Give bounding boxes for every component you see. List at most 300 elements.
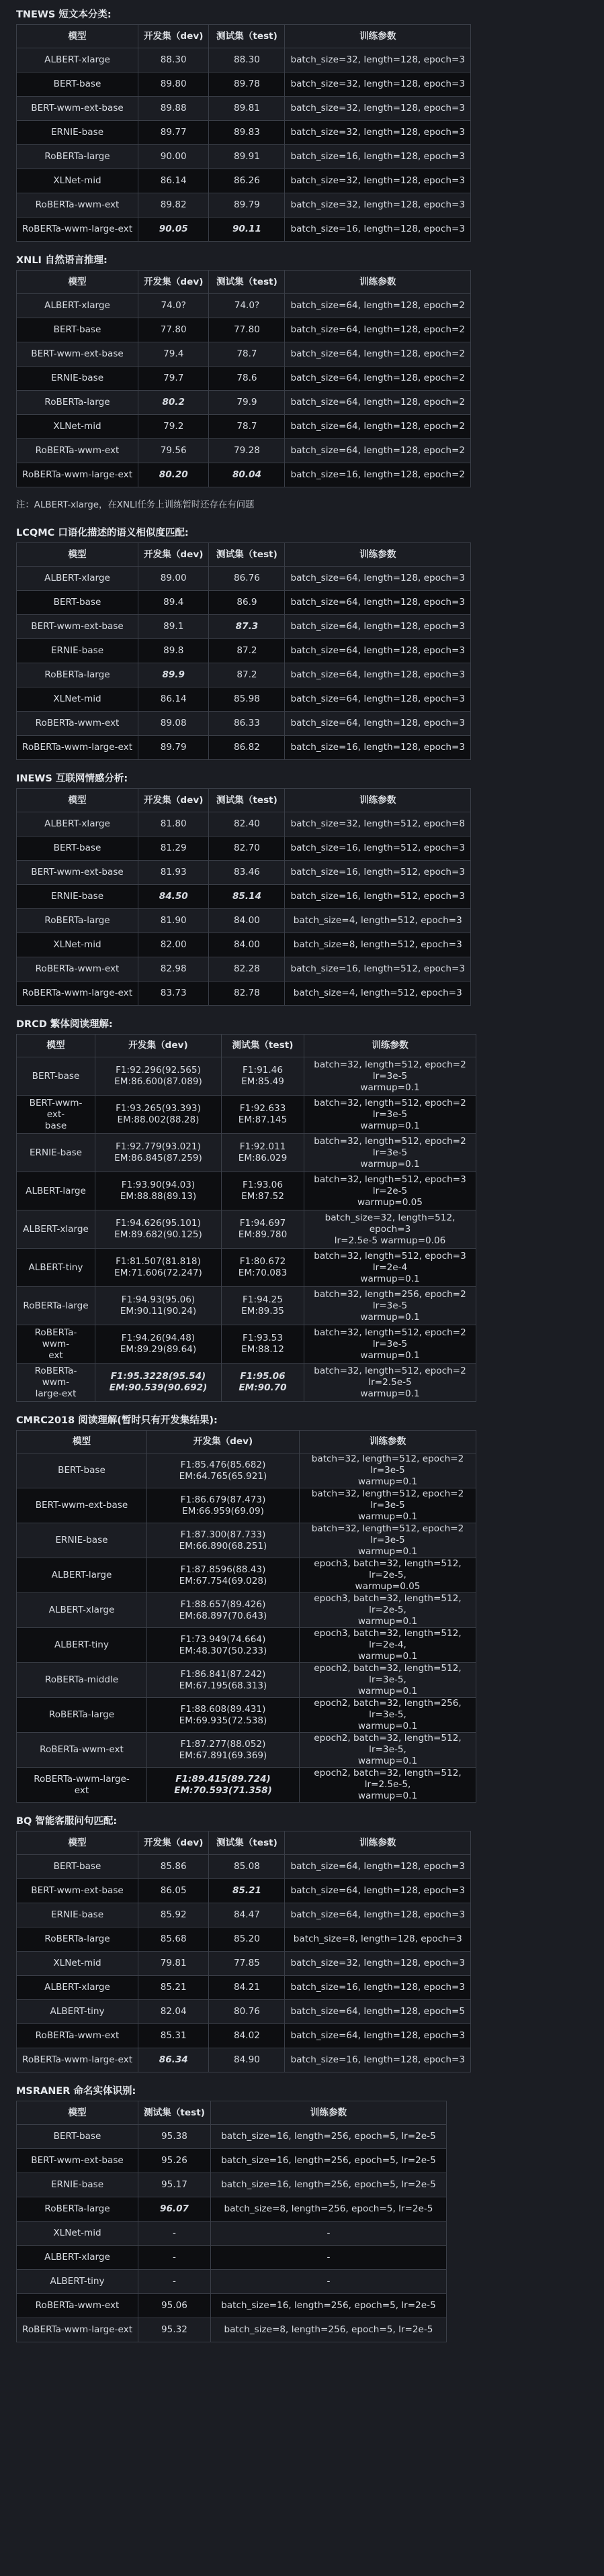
model-name-cell: BERT-wwm-ext-base [17,342,138,367]
table-cell: 84.21 [209,1976,285,2000]
table-cell: 85.08 [209,1855,285,1879]
xnli-results-table [16,270,471,487]
table-cell: batch_size=64, length=128, epoch=3 [285,1903,471,1927]
table-cell [95,1172,222,1210]
table-cell [304,1364,476,1402]
table-cell: batch_size=32, length=128, epoch=3 [285,73,471,97]
table-cell [304,1287,476,1325]
table-cell [222,1057,304,1096]
table-cell: batch_size=8, length=256, epoch=5, lr=2e-5 [210,2318,446,2342]
xnli-section-title: XNLI 自然语言推理: [16,255,107,266]
column-header: 模型 [17,543,138,567]
model-name-cell: RoBERTa-middle [17,1663,147,1698]
table-header-row [17,271,471,294]
cell-line: F1:93.53 [243,1333,283,1343]
cell-line: EM:67.195(68.313) [179,1680,267,1691]
cell-line: EM:89.780 [238,1229,288,1240]
model-name-cell: RoBERTa-wwm-ext [17,2294,138,2318]
table-cell: 85.21 [209,1879,285,1903]
model-name-cell: BERT-wwm-ext-base [17,861,138,885]
cell-line: warmup=0.1 [357,1791,418,1801]
table-row [17,1096,476,1134]
model-name-cell: ERNIE-base [17,1523,147,1558]
table-cell: 82.04 [138,2000,209,2024]
table-cell: batch_size=8, length=256, epoch=5, lr=2e-5 [210,2197,446,2222]
table-cell: 83.46 [209,861,285,885]
table-cell: 84.90 [209,2048,285,2072]
table-row [17,1903,471,1927]
table-row [17,909,471,933]
table-cell: batch_size=16, length=256, epoch=5, lr=2e-5 [210,2294,446,2318]
table-row [17,837,471,861]
bq-results-table [16,1831,471,2072]
table-cell: 89.00 [138,567,209,591]
table-cell: 95.06 [138,2294,211,2318]
table-row [17,1523,476,1558]
table-cell: 80.20 [138,463,209,487]
table-cell: - [138,2246,211,2270]
model-name-cell: BERT-base [17,2125,138,2149]
model-name-cell: ALBERT-xlarge [17,567,138,591]
model-name-cell: ALBERT-xlarge [17,1593,147,1628]
model-name-cell: BERT-wwm-ext-base [17,97,138,121]
cell-line: BERT-wwm-ext- [29,1097,83,1120]
cell-line: EM:87.52 [241,1191,284,1202]
table-cell: 82.40 [209,812,285,837]
table-row [17,982,471,1006]
column-header: 训练参数 [285,1831,471,1855]
table-row [17,145,471,169]
model-name-cell: BERT-wwm-ext-base [17,615,138,639]
table-cell: 81.90 [138,909,209,933]
cell-line: EM:88.12 [241,1344,284,1355]
model-name-cell: ERNIE-base [17,1134,95,1172]
cell-line: F1:94.697 [239,1218,286,1229]
model-name-cell: RoBERTa-wwm-large-ext [17,463,138,487]
model-name-cell: RoBERTa-large [17,909,138,933]
table-cell: batch_size=64, length=128, epoch=3 [285,591,471,615]
cell-line: EM:87.145 [238,1114,288,1125]
table-row [17,2000,471,2024]
drcd-section-title: DRCD 繁体阅读理解: [16,1019,113,1030]
cell-line: warmup=0.1 [360,1311,420,1323]
cell-line: F1:80.672 [239,1256,286,1267]
table-row [17,712,471,736]
column-header: 测试集（test) [209,25,285,48]
table-cell [300,1488,476,1523]
model-name-cell: RoBERTa-large [17,1287,95,1325]
table-cell: 81.29 [138,837,209,861]
table-cell: 74.0? [138,294,209,318]
column-header: 测试集（test) [209,1831,285,1855]
table-cell [95,1057,222,1096]
table-cell: 82.78 [209,982,285,1006]
model-name-cell: BERT-base [17,318,138,342]
cell-line: F1:94.93(95.06) [121,1294,196,1305]
table-cell: batch_size=4, length=512, epoch=3 [285,982,471,1006]
cell-line: EM:88.002(88.28) [117,1114,200,1125]
table-cell [147,1628,300,1663]
model-name-cell: ERNIE-base [17,367,138,391]
cell-line: F1:94.26(94.48) [121,1333,196,1343]
cell-line: F1:93.90(94.03) [121,1180,196,1190]
table-row [17,318,471,342]
table-cell: batch_size=16, length=512, epoch=3 [285,885,471,909]
table-cell: 86.82 [209,736,285,760]
model-name-cell: ALBERT-large [17,1172,95,1210]
table-cell: 88.30 [209,48,285,73]
model-name-cell: XLNet-mid [17,415,138,439]
table-cell [304,1172,476,1210]
table-cell: 84.47 [209,1903,285,1927]
table-cell: - [210,2246,446,2270]
column-header: 模型 [17,1831,138,1855]
cell-line: EM:86.600(87.089) [114,1076,202,1087]
cell-line: epoch3, batch=32, length=512, lr=2e-5, [314,1593,462,1615]
cell-line: epoch2, batch=32, length=512, lr=3e-5, [314,1733,462,1755]
table-row [17,812,471,837]
table-cell: 89.82 [138,193,209,218]
cell-line: warmup=0.1 [357,1686,418,1697]
column-header: 测试集（test) [138,2101,211,2125]
table-cell: 86.05 [138,1879,209,1903]
model-name-cell: ALBERT-tiny [17,1628,147,1663]
table-cell: 78.7 [209,342,285,367]
table-header-row [17,1431,476,1453]
table-cell: batch_size=64, length=128, epoch=3 [285,712,471,736]
table-cell: 79.56 [138,439,209,463]
cell-line: F1:73.949(74.664) [180,1633,266,1645]
column-header: 开发集（dev) [138,543,209,567]
cell-line: F1:95.06 [240,1371,286,1382]
table-row [17,1663,476,1698]
table-row [17,861,471,885]
model-name-cell: RoBERTa-wwm-large-ext [17,218,138,242]
cell-line: EM:89.35 [241,1306,284,1317]
model-name-cell: ALBERT-xlarge [17,294,138,318]
table-cell: 82.00 [138,933,209,957]
table-cell [95,1287,222,1325]
table-cell [300,1593,476,1628]
cell-line: F1:89.415(89.724) [175,1773,271,1784]
drcd-results-table [16,1034,476,1402]
table-cell: 82.98 [138,957,209,982]
cell-line: batch=32, length=512, epoch=2 lr=3e-5 [311,1488,464,1511]
model-name-cell: RoBERTa-wwm-large-ext [17,982,138,1006]
model-name-cell: ALBERT-xlarge [17,48,138,73]
column-header: 测试集（test) [222,1035,304,1057]
table-row [17,1768,476,1803]
table-cell [147,1453,300,1488]
table-cell: batch_size=64, length=128, epoch=3 [285,1879,471,1903]
table-cell: 89.80 [138,73,209,97]
table-cell: 90.00 [138,145,209,169]
cell-line: EM:90.70 [239,1382,287,1393]
column-header: 模型 [17,25,138,48]
table-cell [95,1096,222,1134]
inews-section-title: INEWS 互联网情感分析: [16,773,128,784]
table-row [17,73,471,97]
table-cell: 77.80 [209,318,285,342]
table-cell: 85.68 [138,1927,209,1952]
column-header: 训练参数 [300,1431,476,1453]
table-cell [304,1325,476,1364]
cell-line: F1:93.06 [243,1180,283,1190]
table-cell: 81.80 [138,812,209,837]
model-name-cell: BERT-base [17,837,138,861]
table-row [17,2222,447,2246]
table-row [17,1558,476,1593]
table-cell: batch_size=64, length=128, epoch=3 [285,687,471,712]
table-cell: 77.80 [138,318,209,342]
table-row [17,1453,476,1488]
table-cell: 82.70 [209,837,285,861]
column-header: 模型 [17,1035,95,1057]
cell-line: batch=32, length=512, epoch=2 lr=3e-5 [314,1059,466,1082]
column-header: 开发集（dev) [138,271,209,294]
table-cell [300,1453,476,1488]
cell-line: EM:70.083 [238,1268,288,1278]
model-name-cell: ERNIE-base [17,885,138,909]
table-row [17,639,471,663]
cell-line: warmup=0.1 [357,1511,418,1522]
table-header-row [17,1035,476,1057]
model-name-cell: RoBERTa-large [17,1927,138,1952]
model-name-cell: XLNet-mid [17,2222,138,2246]
table-cell: 78.7 [209,415,285,439]
tnews-results-table [16,24,471,242]
table-cell: 85.21 [138,1976,209,2000]
table-cell: batch_size=16, length=512, epoch=3 [285,837,471,861]
table-row [17,933,471,957]
cell-line: EM:67.891(69.369) [179,1750,267,1761]
table-cell [147,1558,300,1593]
cell-line: warmup=0.05 [357,1196,423,1208]
table-cell: batch_size=16, length=128, epoch=2 [285,463,471,487]
model-name-cell: BERT-wwm-ext-base [17,2149,138,2173]
table-cell [222,1096,304,1134]
model-name-cell: RoBERTa-wwm-ext [17,439,138,463]
table-row [17,2246,447,2270]
table-row [17,1057,476,1096]
cell-line: EM:68.897(70.643) [179,1610,267,1621]
cell-line: F1:94.25 [243,1294,283,1305]
table-row [17,2294,447,2318]
cell-line: warmup=0.1 [357,1721,418,1731]
table-row [17,1287,476,1325]
cell-line: EM:66.890(68.251) [179,1540,267,1552]
model-name-cell: BERT-wwm-ext-base [17,1488,147,1523]
model-name-cell: RoBERTa-large [17,1698,147,1733]
table-cell: 89.79 [209,193,285,218]
table-row [17,367,471,391]
table-cell: 80.04 [209,463,285,487]
table-row [17,1593,476,1628]
table-row [17,1134,476,1172]
table-row [17,687,471,712]
table-cell: batch_size=4, length=512, epoch=3 [285,909,471,933]
table-row [17,342,471,367]
table-cell: batch_size=32, length=128, epoch=3 [285,121,471,145]
table-cell [300,1768,476,1803]
cell-line: warmup=0.1 [357,1616,418,1627]
table-cell [300,1558,476,1593]
table-row [17,1855,471,1879]
table-row [17,615,471,639]
cell-line: F1:92.296(92.565) [116,1065,201,1076]
table-row [17,415,471,439]
model-name-cell: RoBERTa-wwm-large-ext [17,2318,138,2342]
table-header-row [17,1831,471,1855]
table-cell: batch_size=16, length=128, epoch=3 [285,736,471,760]
table-cell: 86.34 [138,2048,209,2072]
column-header: 测试集（test) [209,789,285,812]
table-row [17,1952,471,1976]
cell-line: lr=2.5e-5 warmup=0.06 [334,1235,446,1246]
cell-line: EM:86.029 [238,1153,288,1163]
table-header-row [17,25,471,48]
table-cell: batch_size=64, length=128, epoch=3 [285,2024,471,2048]
cell-line: warmup=0.1 [360,1349,420,1361]
model-name-cell: ALBERT-tiny [17,1249,95,1287]
table-cell: batch_size=32, length=512, epoch=8 [285,812,471,837]
table-cell [222,1172,304,1210]
table-cell: 83.73 [138,982,209,1006]
table-cell: 86.14 [138,687,209,712]
column-header: 模型 [17,1431,147,1453]
table-row [17,1488,476,1523]
cell-line: batch=32, length=512, epoch=2 lr=3e-5 [314,1097,466,1120]
cell-line: warmup=0.1 [357,1651,418,1662]
cell-line: F1:86.679(87.473) [180,1494,266,1505]
table-cell [222,1287,304,1325]
column-header: 开发集（dev) [95,1035,222,1057]
model-name-cell: ALBERT-large [17,1558,147,1593]
table-row [17,1976,471,2000]
table-cell: 89.9 [138,663,209,687]
table-cell: 84.02 [209,2024,285,2048]
table-cell: batch_size=32, length=128, epoch=3 [285,169,471,193]
model-name-cell: BERT-base [17,1057,95,1096]
model-name-cell: ERNIE-base [17,2173,138,2197]
table-cell: batch_size=64, length=128, epoch=2 [285,294,471,318]
cell-line: batch=32, length=256, epoch=2 lr=3e-5 [314,1288,466,1311]
cell-line: warmup=0.05 [355,1581,421,1592]
table-cell: 95.17 [138,2173,211,2197]
model-name-cell: XLNet-mid [17,933,138,957]
table-cell: 90.05 [138,218,209,242]
table-row [17,1628,476,1663]
msraner-results-table [16,2101,447,2342]
table-cell: - [210,2270,446,2294]
inews-results-table [16,788,471,1006]
model-name-cell: RoBERTa-large [17,2197,138,2222]
table-cell: 89.4 [138,591,209,615]
table-cell: 96.07 [138,2197,211,2222]
table-cell [304,1134,476,1172]
cell-line: EM:67.754(69.028) [179,1575,267,1586]
cell-line: batch=32, length=512, epoch=2 lr=3e-5 [311,1453,464,1476]
cmrc-results-table [16,1430,476,1803]
column-header: 测试集（test) [209,543,285,567]
table-cell: 89.83 [209,121,285,145]
model-name-cell [17,1096,95,1134]
cell-line: epoch3, batch=32, length=512, lr=2e-4, [314,1628,462,1650]
table-cell: batch_size=16, length=128, epoch=3 [285,218,471,242]
table-cell: 89.81 [209,97,285,121]
table-cell: batch_size=64, length=128, epoch=2 [285,318,471,342]
model-name-cell [17,1325,95,1364]
table-cell: 79.81 [138,1952,209,1976]
table-row [17,1249,476,1287]
table-cell: batch_size=64, length=128, epoch=3 [285,1855,471,1879]
model-name-cell: RoBERTa-wwm-ext [17,712,138,736]
table-cell: 89.91 [209,145,285,169]
cell-line: warmup=0.1 [360,1120,420,1131]
cell-line: ext [74,1784,89,1796]
table-cell: 82.28 [209,957,285,982]
table-cell: batch_size=64, length=128, epoch=5 [285,2000,471,2024]
table-cell: batch_size=32, length=128, epoch=3 [285,1952,471,1976]
tnews-section-title: TNEWS 短文本分类: [16,9,112,20]
table-cell: 86.26 [209,169,285,193]
cell-line: F1:94.626(95.101) [116,1218,201,1229]
table-cell: 80.76 [209,2000,285,2024]
table-cell: batch_size=32, length=128, epoch=3 [285,48,471,73]
cell-line: EM:90.11(90.24) [120,1306,197,1317]
table-cell [222,1364,304,1402]
table-cell [222,1325,304,1364]
table-cell [95,1249,222,1287]
table-cell: 95.26 [138,2149,211,2173]
table-cell: batch_size=32, length=128, epoch=3 [285,97,471,121]
table-cell: - [138,2222,211,2246]
cell-line: large-ext [35,1388,77,1399]
model-name-cell: XLNet-mid [17,169,138,193]
table-cell: 95.32 [138,2318,211,2342]
table-header-row [17,789,471,812]
table-cell: batch_size=16, length=256, epoch=5, lr=2e-5 [210,2173,446,2197]
cell-line: F1:93.265(93.393) [116,1103,201,1114]
table-cell [147,1523,300,1558]
model-name-cell: RoBERTa-wwm-ext [17,957,138,982]
cell-line: F1:88.657(89.426) [180,1599,266,1610]
cell-line: batch=32, length=512, epoch=3 lr=2e-5 [314,1174,466,1196]
cell-line: warmup=0.1 [357,1476,418,1487]
cell-line: F1:85.476(85.682) [180,1459,266,1470]
column-header: 模型 [17,271,138,294]
table-cell [222,1134,304,1172]
table-cell [147,1663,300,1698]
table-row [17,1364,476,1402]
table-cell: 85.92 [138,1903,209,1927]
cell-line: RoBERTa-wwm- [34,1365,77,1388]
model-name-cell: RoBERTa-wwm-ext [17,2024,138,2048]
table-cell: 74.0? [209,294,285,318]
table-row [17,567,471,591]
table-cell: 84.00 [209,933,285,957]
table-cell: 78.6 [209,367,285,391]
table-cell [95,1134,222,1172]
table-row [17,1210,476,1249]
table-cell: 84.50 [138,885,209,909]
model-name-cell: BERT-wwm-ext-base [17,1879,138,1903]
model-name-cell: RoBERTa-large [17,145,138,169]
table-row [17,1325,476,1364]
table-cell [147,1593,300,1628]
model-name-cell [17,1364,95,1402]
table-row [17,294,471,318]
